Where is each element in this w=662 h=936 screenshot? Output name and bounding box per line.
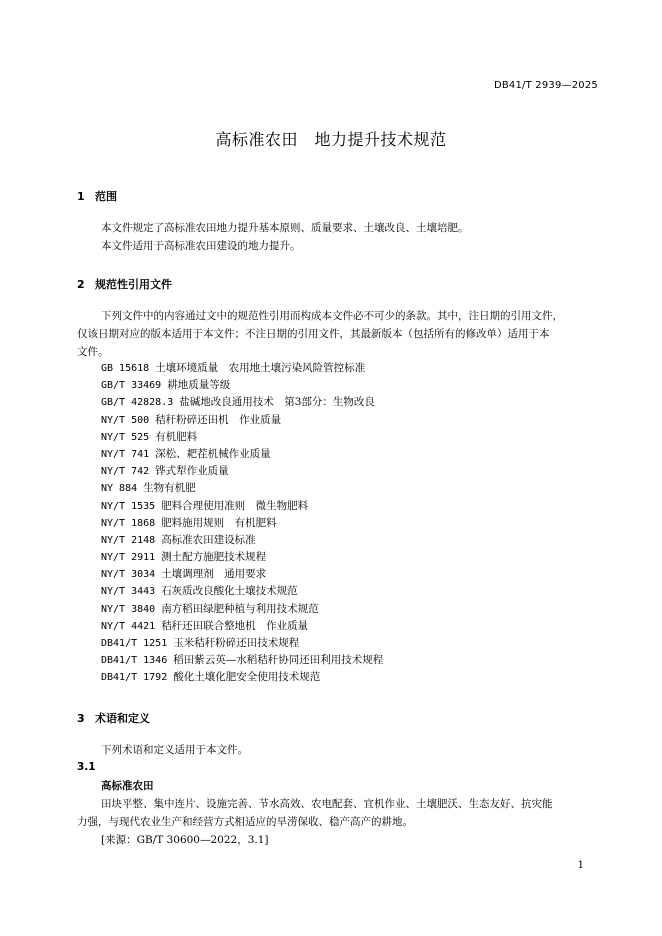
reference-title: 测土配方施肥技术规程 bbox=[161, 551, 267, 564]
reference-item bbox=[101, 635, 383, 652]
refs-intro-line-1: 下列文件中的内容通过文中的规范性引用而构成本文件必不可少的条款。其中，注日期的引用文件， bbox=[101, 310, 563, 322]
page-number: 1 bbox=[577, 860, 584, 871]
refs-intro-line-2: 仅该日期对应的版本适用于本文件；不注日期的引用文件，其最新版本（包括所有的修改单）适用于本 bbox=[77, 328, 550, 340]
terms-intro: 下列术语和定义适用于本文件。 bbox=[101, 744, 248, 756]
reference-item bbox=[101, 583, 383, 600]
reference-item bbox=[101, 532, 383, 549]
reference-code: NY/T 741 bbox=[101, 448, 150, 460]
reference-title: 秸秆粉碎还田机 作业质量 bbox=[155, 413, 282, 426]
document-title: 高标准农田 地力提升技术规范 bbox=[215, 130, 447, 149]
reference-title: 土壤环境质量 农用地土壤污染风险管控标准 bbox=[155, 362, 366, 374]
reference-code: NY/T 4421 bbox=[101, 620, 156, 632]
reference-title: 石灰质改良酸化土壤技术规范 bbox=[161, 585, 298, 598]
reference-code: GB/T 33469 bbox=[101, 380, 162, 392]
reference-code: DB41/T 1251 bbox=[101, 638, 168, 649]
section-heading-normative-refs bbox=[77, 276, 172, 292]
reference-item bbox=[101, 429, 383, 446]
scope-paragraph-2: 本文件适用于高标准农田建设的地力提升。 bbox=[101, 240, 301, 252]
reference-code: NY/T 3840 bbox=[101, 603, 156, 615]
section-title: 术语和定义 bbox=[95, 712, 150, 725]
reference-title: 稻田紫云英—水稻秸秆协同还田利用技术规程 bbox=[173, 654, 384, 667]
term-definition-line-1: 田块平整、集中连片、设施完善、节水高效、农电配套、宜机作业、土壤肥沃、生态友好、抗灾能 bbox=[101, 798, 553, 810]
document-code: DB41/T 2939—2025 bbox=[493, 80, 598, 91]
reference-title: 高标准农田建设标准 bbox=[161, 533, 256, 546]
reference-code: NY/T 525 bbox=[101, 431, 150, 443]
section-number: 2 bbox=[77, 278, 85, 291]
reference-code: GB 15618 bbox=[101, 363, 150, 374]
section-number: 3 bbox=[77, 712, 85, 725]
reference-title: 生物有机肥 bbox=[143, 482, 196, 495]
term-name: 高标准农田 bbox=[101, 780, 154, 792]
reference-code: DB41/T 1792 bbox=[101, 672, 168, 684]
section-title: 范围 bbox=[95, 190, 117, 203]
reference-item bbox=[101, 480, 383, 497]
reference-code: NY/T 1535 bbox=[101, 500, 156, 512]
section-heading-terms bbox=[77, 710, 150, 726]
reference-item bbox=[101, 498, 383, 515]
reference-title: 秸秆还田联合整地机 作业质量 bbox=[161, 619, 309, 632]
reference-item bbox=[101, 515, 383, 532]
term-definition-line-2: 力强，与现代农业生产和经营方式相适应的旱涝保收、稳产高产的耕地。 bbox=[77, 816, 413, 828]
reference-title: 有机肥料 bbox=[155, 430, 198, 443]
reference-code: NY/T 2148 bbox=[101, 534, 156, 546]
reference-item bbox=[101, 652, 383, 669]
reference-title: 肥料施用规则 有机肥料 bbox=[161, 516, 277, 529]
reference-title: 深松、耙茬机械作业质量 bbox=[155, 447, 271, 460]
reference-code: NY/T 3443 bbox=[101, 586, 156, 598]
reference-code: NY/T 3034 bbox=[101, 569, 156, 581]
reference-item bbox=[101, 377, 383, 394]
refs-intro-line-3: 文件。 bbox=[77, 346, 109, 358]
reference-item bbox=[101, 601, 383, 618]
reference-title: 玉米秸秆粉碎还田技术规程 bbox=[173, 637, 300, 649]
reference-item bbox=[101, 360, 383, 377]
reference-item bbox=[101, 566, 383, 583]
reference-code: NY/T 500 bbox=[101, 414, 150, 426]
scope-paragraph-1: 本文件规定了高标准农田地力提升基本原则、质量要求、土壤改良、土壤培肥。 bbox=[101, 222, 469, 234]
reference-title: 土壤调理剂 通用要求 bbox=[161, 568, 267, 581]
reference-title: 肥料合理使用准则 微生物肥料 bbox=[161, 499, 309, 512]
reference-title: 酸化土壤化肥安全使用技术规范 bbox=[173, 671, 321, 684]
reference-code: DB41/T 1346 bbox=[101, 655, 168, 667]
reference-item bbox=[101, 446, 383, 463]
section-heading-scope bbox=[77, 188, 117, 204]
reference-title: 耕地质量等级 bbox=[167, 379, 231, 392]
reference-code: GB/T 42828.3 bbox=[101, 397, 174, 409]
reference-code: NY/T 2911 bbox=[101, 552, 156, 564]
reference-list bbox=[101, 360, 383, 687]
reference-code: NY/T 1868 bbox=[101, 517, 156, 529]
reference-item bbox=[101, 394, 383, 411]
reference-item bbox=[101, 669, 383, 686]
reference-title: 铧式犁作业质量 bbox=[155, 465, 229, 478]
reference-code: NY 884 bbox=[101, 483, 138, 495]
term-number: 3.1 bbox=[77, 761, 96, 773]
reference-item bbox=[101, 618, 383, 635]
section-number: 1 bbox=[77, 190, 85, 203]
reference-item bbox=[101, 463, 383, 480]
reference-title: 盐碱地改良通用技术 第3部分：生物改良 bbox=[179, 396, 375, 409]
reference-item bbox=[101, 549, 383, 566]
section-title: 规范性引用文件 bbox=[95, 278, 172, 291]
term-source: [来源：GB/T 30600—2022，3.1] bbox=[101, 834, 269, 846]
reference-title: 南方稻田绿肥种植与利用技术规范 bbox=[161, 602, 319, 615]
reference-code: NY/T 742 bbox=[101, 466, 150, 478]
reference-item bbox=[101, 412, 383, 429]
